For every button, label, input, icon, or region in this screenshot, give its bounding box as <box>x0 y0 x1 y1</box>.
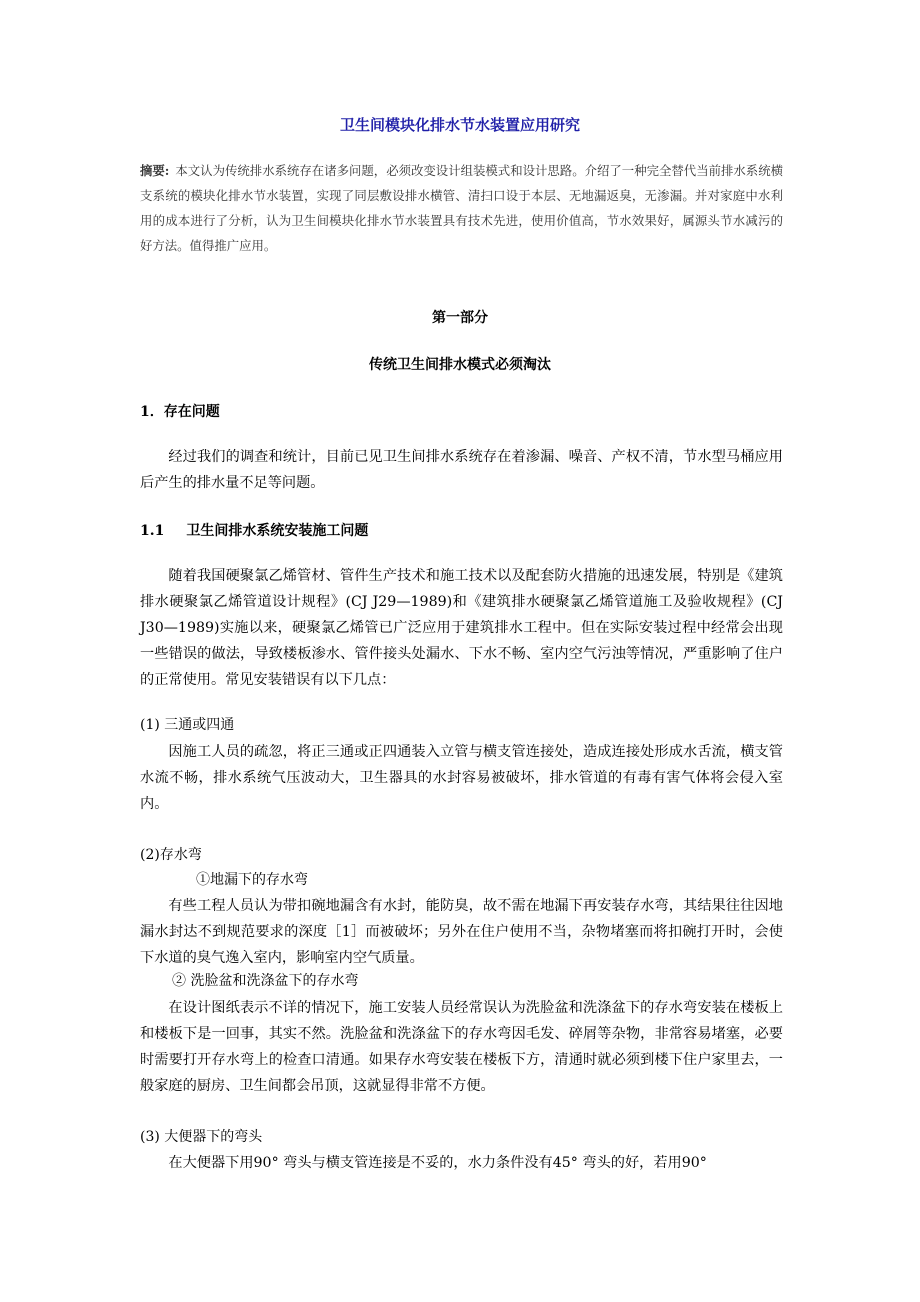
item-2-sub-1-paragraph: 有些工程人员认为带扣碗地漏含有水封，能防臭，故不需在地漏下再安装存水弯，其结果往往因地漏水封达不到规范要求的深度［1］而被破坏；另外在住户使用不当，杂物堵塞而将扣碗打开时，会使下水道的臭气逸入室内，影响室内空气质量。 <box>140 898 783 966</box>
part-subtitle: 传统卫生间排水模式必须淘汰 <box>369 357 551 373</box>
item-1-heading: (1) 三通或四通 <box>140 717 235 733</box>
abstract-text: 本文认为传统排水系统存在诸多问题，必须改变设计组装模式和设计思路。介绍了一种完全替代当前排水系统横支系统的模块化排水节水装置，实现了同层敷设排水横管、清扫口设于本层、无地漏返臭，无渗漏。并对家庭中水利用的成本进行了分析，认为卫生间模块化排水节水装置具有技术先进，使用价值高，节水效果好，属源头节水减污的好方法。值得推广应用。 <box>140 163 783 253</box>
item-3-paragraph: 在大便器下用90° 弯头与横支管连接是不妥的，水力条件没有45° 弯头的好，若用90° <box>168 1155 707 1171</box>
abstract-label: 摘要: <box>140 163 170 178</box>
item-3-heading: (3) 大便器下的弯头 <box>140 1129 263 1145</box>
item-2-sub-1-heading: ①地漏下的存水弯 <box>196 872 308 888</box>
item-1-paragraph: 因施工人员的疏忽，将正三通或正四通装入立管与横支管连接处，造成连接处形成水舌流，横支管水流不畅，排水系统气压波动大，卫生器具的水封容易被破坏，排水管道的有毒有害气体将会侵入室内。 <box>140 744 783 812</box>
section-1-1-number: 1.1 <box>140 523 165 539</box>
section-1-1-heading <box>140 520 368 540</box>
item-2-sub-2-paragraph: 在设计图纸表示不详的情况下，施工安装人员经常误认为洗脸盆和洗涤盆下的存水弯安装在楼板上和楼板下是一回事，其实不然。洗脸盆和洗涤盆下的存水弯因毛发、碎屑等杂物，非常容易堵塞，必要时需要打开存水弯上的检查口清通。如果存水弯安装在楼板下方，清通时就必须到楼下住户家里去，一般家庭的厨房、卫生间都会吊顶，这就显得非常不方便。 <box>140 1000 783 1094</box>
part-title: 第一部分 <box>432 310 488 326</box>
section-1-heading: 1．存在问题 <box>140 404 220 420</box>
item-2-sub-2-heading: ② 洗脸盆和洗涤盆下的存水弯 <box>172 973 359 989</box>
item-2-heading: (2)存水弯 <box>140 847 202 863</box>
section-1-1-paragraph: 随着我国硬聚氯乙烯管材、管件生产技术和施工技术以及配套防火措施的迅速发展，特别是《建筑排水硬聚氯乙烯管道设计规程》(CJ J29—1989)和《建筑排水硬聚氯乙烯管道施工及验收规程》(CJ J30—1989)实施以来，硬聚氯乙烯管已广泛应用于建筑排水工程中。但在实际安装过程中经常会出现一些错误的做法，导致楼板渗水、管件接头处漏水、下水不畅、室内空气污浊等情况，严重影响了住户的正常使用。常见安装错误有以下几点： <box>140 568 783 688</box>
section-1-paragraph: 经过我们的调查和统计，目前已见卫生间排水系统存在着渗漏、噪音、产权不清，节水型马桶应用后产生的排水量不足等问题。 <box>140 449 783 491</box>
abstract <box>140 158 783 258</box>
section-1-1-title: 卫生间排水系统安装施工问题 <box>186 523 369 539</box>
document-title: 卫生间模块化排水节水装置应用研究 <box>339 116 580 134</box>
